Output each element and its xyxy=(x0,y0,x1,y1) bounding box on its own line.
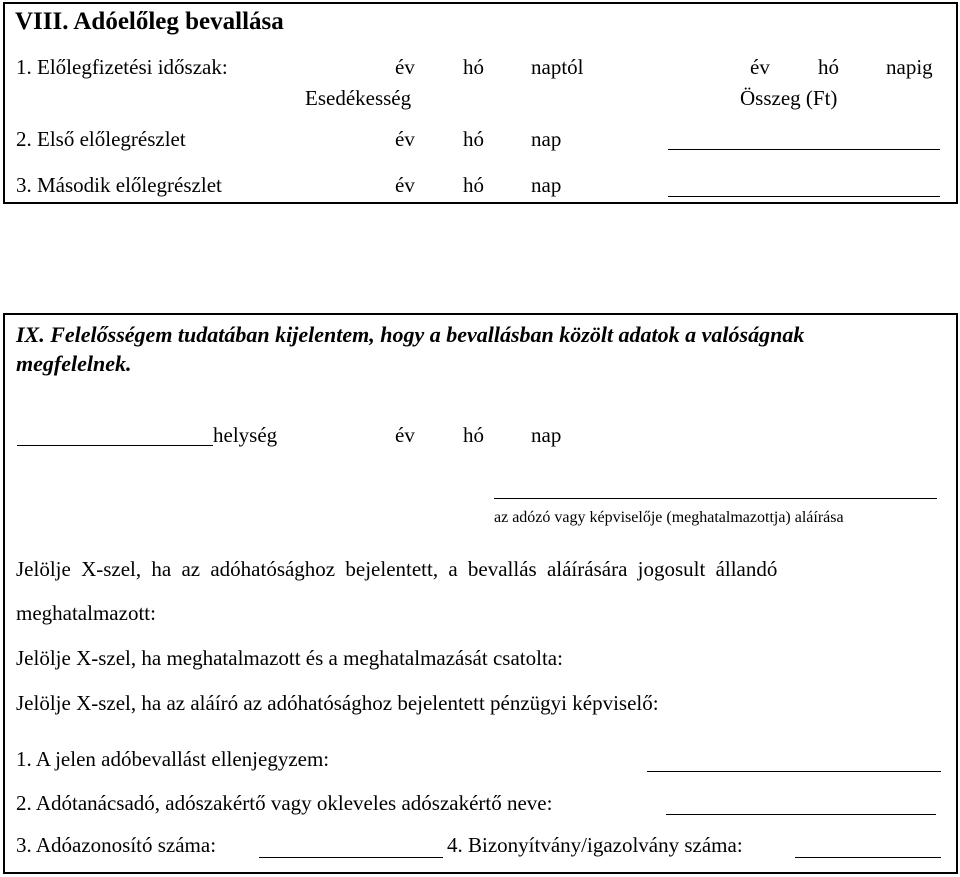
checkbox-authorization-attached: Jelölje X-szel, ha meghatalmazott és a meghatalmazását csatolta: xyxy=(16,646,563,670)
countersign-label: 1. A jelen adóbevallást ellenjegyzem: xyxy=(16,747,330,771)
second-installment-day: nap xyxy=(531,173,562,197)
period-from-day: naptól xyxy=(531,55,584,79)
advisor-name-field[interactable] xyxy=(666,814,936,815)
advisor-name-label: 2. Adótanácsadó, adószakértő vagy okleveles adószakértő neve: xyxy=(16,791,553,815)
section-9-title-line2: megfelelnek. xyxy=(16,351,132,376)
amount-header: Összeg (Ft) xyxy=(740,86,838,110)
second-installment-amount-field[interactable] xyxy=(668,196,940,197)
second-installment-month: hó xyxy=(463,173,484,197)
signature-caption: az adózó vagy képviselője (meghatalmazottja) aláírása xyxy=(494,509,844,526)
section-9-box xyxy=(3,313,958,874)
first-installment-amount-field[interactable] xyxy=(668,149,940,150)
period-year-1: év xyxy=(395,55,415,79)
place-label: helység xyxy=(213,423,278,447)
checkbox-financial-representative: Jelölje X-szel, ha az aláíró az adóhatósághoz bejelentett pénzügyi képviselő: xyxy=(16,691,659,715)
countersign-field[interactable] xyxy=(647,771,941,772)
checkbox-permanent-authorized-line2: meghatalmazott: xyxy=(16,601,156,625)
date-month-label: hó xyxy=(463,423,484,447)
certificate-number-label: 4. Bizonyítvány/igazolvány száma: xyxy=(447,833,743,857)
certificate-number-field[interactable] xyxy=(795,857,941,858)
first-installment-year: év xyxy=(395,127,415,151)
tax-id-label: 3. Adóazonosító száma: xyxy=(16,833,217,857)
first-installment-day: nap xyxy=(531,127,562,151)
first-installment-month: hó xyxy=(463,127,484,151)
due-date-header: Esedékesség xyxy=(305,86,412,110)
period-month-1: hó xyxy=(463,55,484,79)
section-9-title-line1: IX. Felelősségem tudatában kijelentem, hogy a bevallásban közölt adatok a valóságnak xyxy=(16,322,805,347)
date-year-label: év xyxy=(395,423,415,447)
second-installment-year: év xyxy=(395,173,415,197)
tax-id-field[interactable] xyxy=(259,857,443,858)
period-year-2: év xyxy=(750,55,770,79)
date-day-label: nap xyxy=(531,423,562,447)
period-label: 1. Előlegfizetési időszak: xyxy=(16,55,228,79)
section-8-title: VIII. Adóelőleg bevallása xyxy=(15,8,284,35)
second-installment-label: 3. Második előlegrészlet xyxy=(16,173,222,197)
checkbox-permanent-authorized-line1: Jelölje X-szel, ha az adóhatósághoz bejelentett, a bevallás aláírására jogosult állandó xyxy=(16,557,778,581)
first-installment-label: 2. Első előlegrészlet xyxy=(16,127,186,151)
place-field[interactable] xyxy=(17,445,213,446)
period-month-2: hó xyxy=(818,55,839,79)
period-to-day: napig xyxy=(886,55,933,79)
signature-field[interactable] xyxy=(494,498,937,499)
